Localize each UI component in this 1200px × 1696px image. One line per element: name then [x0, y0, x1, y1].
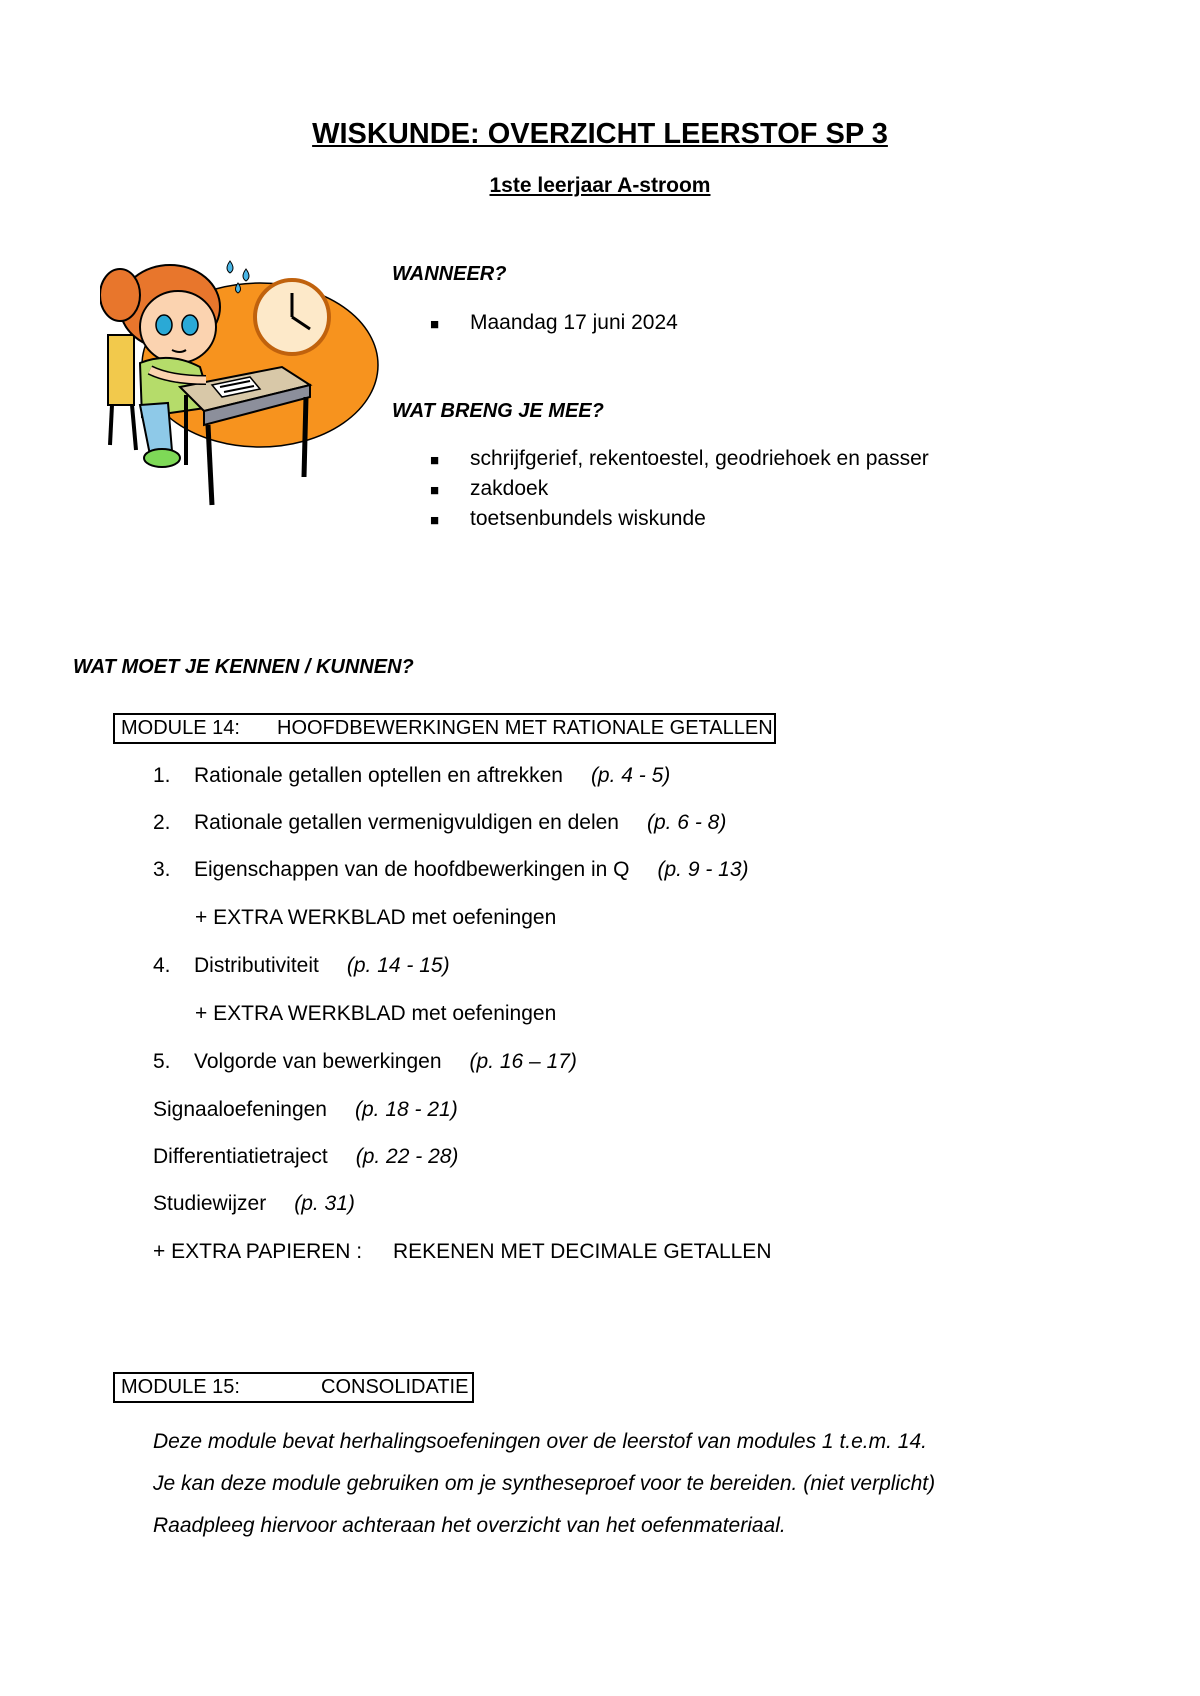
- list-item: ■ zakdoek: [430, 477, 549, 500]
- square-bullet-icon: ■: [430, 452, 440, 469]
- module-14-name: HOOFDBEWERKINGEN MET RATIONALE GETALLEN: [277, 717, 773, 739]
- module-15-line: Raadpleeg hiervoor achteraan het overzicht van het oefenmateriaal.: [153, 1514, 786, 1537]
- signaal-item: Signaaloefeningen (p. 18 - 21): [153, 1098, 458, 1121]
- bring-list: [430, 447, 929, 537]
- extra-worksheet-note: + EXTRA WERKBLAD met oefeningen: [195, 1002, 557, 1025]
- studiewijzer-item: Studiewijzer (p. 31): [153, 1192, 355, 1215]
- module-15-line: Deze module bevat herhalingsoefeningen over de leerstof van modules 1 t.e.m. 14.: [153, 1430, 927, 1453]
- list-item: 4. Distributiviteit (p. 14 - 15): [153, 954, 450, 977]
- when-heading: WANNEER?: [392, 263, 507, 285]
- list-item: ■ toetsenbundels wiskunde: [430, 507, 706, 530]
- module-15-line: Je kan deze module gebruiken om je syntheseproef voor te bereiden. (niet verplicht): [153, 1472, 936, 1495]
- extra-worksheet-note: + EXTRA WERKBLAD met oefeningen: [195, 906, 557, 929]
- when-list: [430, 311, 678, 335]
- module-15-label: MODULE 15:: [121, 1376, 240, 1398]
- list-item: ■ schrijfgerief, rekentoestel, geodriehoek en passer: [430, 447, 929, 470]
- module-15-header: [113, 1372, 474, 1403]
- list-item: ■ Maandag 17 juni 2024: [430, 311, 678, 334]
- student-exam-illustration: [100, 255, 380, 525]
- square-bullet-icon: ■: [430, 482, 440, 499]
- bring-heading: WAT BRENG JE MEE?: [392, 400, 604, 422]
- list-item: 5. Volgorde van bewerkingen (p. 16 – 17): [153, 1050, 577, 1073]
- square-bullet-icon: ■: [430, 316, 440, 333]
- list-item: 2. Rationale getallen vermenigvuldigen en delen (p. 6 - 8): [153, 811, 727, 834]
- list-item: 3. Eigenschappen van de hoofdbewerkingen in Q (p. 9 - 13): [153, 858, 749, 881]
- page-subtitle: 1ste leerjaar A-stroom: [489, 174, 711, 197]
- module-14-header: [113, 713, 776, 744]
- extra-papers-item: + EXTRA PAPIEREN : REKENEN MET DECIMALE GETALLEN: [153, 1240, 772, 1263]
- module-15-name: CONSOLIDATIE: [321, 1376, 469, 1398]
- differentiatie-item: Differentiatietraject (p. 22 - 28): [153, 1145, 459, 1168]
- page-title: WISKUNDE: OVERZICHT LEERSTOF SP 3: [312, 118, 888, 150]
- module-14-label: MODULE 14:: [121, 717, 240, 739]
- square-bullet-icon: ■: [430, 512, 440, 529]
- list-item: 1. Rationale getallen optellen en aftrekken (p. 4 - 5): [153, 764, 671, 787]
- know-heading: WAT MOET JE KENNEN / KUNNEN?: [73, 656, 414, 678]
